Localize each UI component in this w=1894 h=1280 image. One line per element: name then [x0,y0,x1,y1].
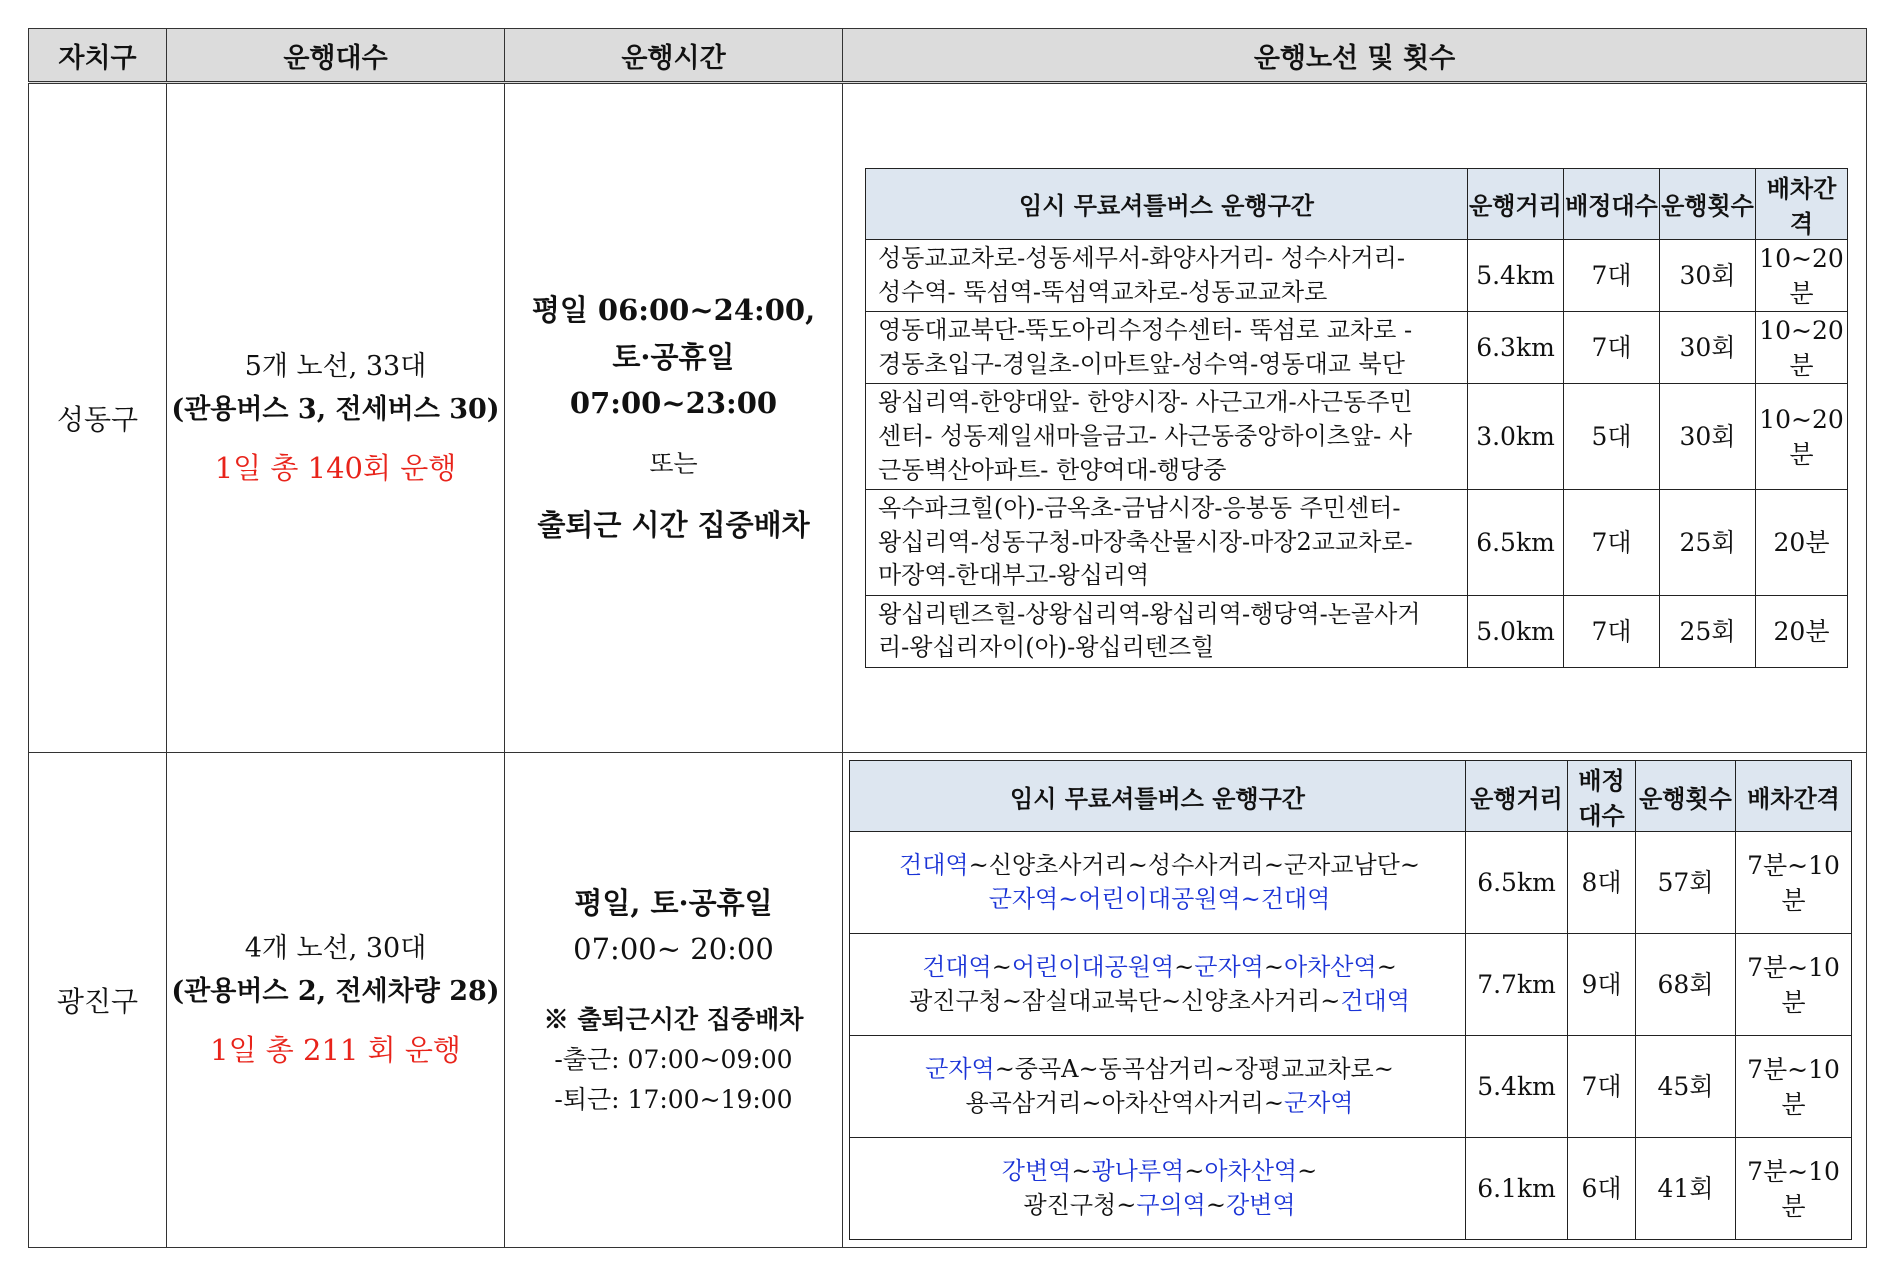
route-row [850,832,1852,934]
route-segment: ~ [991,952,1012,981]
station-highlight: 군자역 [925,1054,995,1083]
peak-in: -출근: 07:00~09:00 [554,1045,793,1075]
route-path-line [862,1053,1457,1087]
route-buses: 7대 [1564,312,1660,384]
vehicles-line2: (관용버스 3, 전세버스 30) [171,393,500,425]
route-path [850,934,1466,1036]
route-path-line: 성수역- 뚝섬역-뚝섬역교차로-성동교교차로 [878,277,1328,306]
station-highlight: 건대역 [922,952,992,981]
route-path-line [862,1189,1457,1223]
route-segment: ~ [1174,952,1195,981]
route-buses: 7대 [1564,595,1660,667]
route-buses: 7대 [1564,490,1660,596]
route-path [866,312,1468,384]
shuttle-bus-table [28,28,1867,1248]
route-distance: 5.4km [1468,239,1564,311]
row-gwangjin [29,753,1867,1248]
route-segment: 광진구청~ [1023,1190,1137,1219]
hours-seongdong [505,83,843,753]
route-segment: ~ [1376,952,1397,981]
route-buses: 7대 [1564,239,1660,311]
route-path-line: 센터- 성동제일새마을금고- 사근동중앙하이츠앞- 사 [878,421,1413,450]
route-row [866,384,1848,490]
header-vehicles: 운행대수 [167,29,505,83]
route-trips: 45회 [1636,1036,1736,1138]
route-header-section: 임시 무료셔틀버스 운행구간 [866,168,1468,239]
route-row [850,1138,1852,1240]
row-seongdong [29,83,1867,753]
station-highlight: 아차산역 [1204,1156,1298,1185]
route-path [866,490,1468,596]
vehicles-seongdong [167,83,505,753]
route-path-line: 성동교교차로-성동세무서-화양사거리- 성수사거리- [878,243,1405,272]
route-buses: 7대 [1568,1036,1636,1138]
route-segment: ~ [1071,1156,1092,1185]
route-distance: 3.0km [1468,384,1564,490]
route-header-distance: 운행거리 [1466,761,1568,832]
station-highlight: 강변역 [1225,1190,1296,1219]
route-path [850,1036,1466,1138]
hours-or: 또는 [649,449,698,479]
route-buses: 9대 [1568,934,1636,1036]
route-row [866,312,1848,384]
routes-table-gwangjin [849,760,1852,1240]
route-interval: 7분~10분 [1736,934,1852,1036]
route-path-line [862,849,1457,883]
route-interval: 7분~10분 [1736,832,1852,934]
district-seongdong: 성동구 [29,83,167,753]
station-highlight: 군자역 [1283,1088,1354,1117]
route-segment: ~신양초사거리~성수사거리~군자교남단~ [968,850,1420,879]
station-highlight: 어린이대공원역 [1011,952,1175,981]
route-distance: 7.7km [1466,934,1568,1036]
header-routes: 운행노선 및 횟수 [843,29,1867,83]
hours-peak: 출퇴근 시간 집중배차 [537,508,810,543]
route-buses: 6대 [1568,1138,1636,1240]
route-path-line: 왕십리역-성동구청-마장축산물시장-마장2교교차로- [878,527,1413,556]
station-highlight: 아차산역 [1283,952,1377,981]
hours-time: 07:00~ 20:00 [573,932,774,966]
route-distance: 6.3km [1468,312,1564,384]
routes-header-row [850,761,1852,832]
daily-total: 1일 총 211 회 운행 [210,1032,461,1067]
hours-gwangjin [505,753,843,1248]
route-segment: ~중곡A~동곡삼거리~장평교교차로~ [994,1054,1394,1083]
route-trips: 30회 [1660,239,1756,311]
hours-weekday: 평일 06:00~24:00, [531,293,816,328]
route-path-line: 왕십리역-한양대앞- 한양시장- 사근고개-사근동주민 [878,388,1413,417]
route-row [866,490,1848,596]
route-trips: 41회 [1636,1138,1736,1240]
station-highlight: 군자역~어린이대공원역~건대역 [988,884,1331,913]
route-path-line: 옥수파크힐(아)-금옥초-금남시장-응봉동 주민센터- [878,494,1401,523]
route-header-buses: 배정대수 [1568,761,1636,832]
route-interval: 10~20분 [1756,239,1848,311]
route-path-line: 영동대교북단-뚝도아리수정수센터- 뚝섬로 교차로 - [878,316,1413,345]
route-interval: 7분~10분 [1736,1036,1852,1138]
route-path-line: 왕십리텐즈힐-상왕십리역-왕십리역-행당역-논골사거 [878,599,1421,628]
peak-label: ※ 출퇴근시간 집중배차 [543,1005,804,1035]
hours-days: 평일, 토·공휴일 [574,885,773,920]
route-distance: 5.4km [1466,1036,1568,1138]
station-highlight: 광나루역 [1091,1156,1185,1185]
route-header-trips: 운행횟수 [1636,761,1736,832]
route-path-line: 리-왕십리자이(아)-왕십리텐즈힐 [878,633,1215,662]
routes-table-seongdong [865,168,1848,668]
hours-holiday: 토·공휴일 07:00~23:00 [569,339,778,420]
route-header-buses: 배정대수 [1564,168,1660,239]
route-segment: ~ [1263,952,1284,981]
route-path [850,832,1466,934]
route-path-line [862,951,1457,985]
vehicles-gwangjin [167,753,505,1248]
route-distance: 6.1km [1466,1138,1568,1240]
vehicles-line1: 4개 노선, 30대 [244,932,427,964]
route-segment: ~ [1184,1156,1205,1185]
route-path-line [862,985,1457,1019]
route-interval: 20분 [1756,490,1848,596]
route-interval: 7분~10분 [1736,1138,1852,1240]
routes-header-row [866,168,1848,239]
route-trips: 25회 [1660,595,1756,667]
station-highlight: 구의역 [1136,1190,1206,1219]
station-highlight: 건대역 [899,850,969,879]
route-trips: 30회 [1660,312,1756,384]
route-path [866,595,1468,667]
daily-total: 1일 총 140회 운행 [214,450,457,485]
route-segment: 광진구청~잠실대교북단~신양초사거리~ [909,986,1341,1015]
routes-gwangjin [843,753,1867,1248]
route-buses: 5대 [1564,384,1660,490]
route-row [866,595,1848,667]
route-segment: 용곡삼거리~아차산역사거리~ [965,1088,1284,1117]
route-distance: 5.0km [1468,595,1564,667]
route-path-line [862,1087,1457,1121]
route-header-trips: 운행횟수 [1660,168,1756,239]
route-row [850,934,1852,1036]
route-segment: ~ [1205,1190,1226,1219]
route-trips: 25회 [1660,490,1756,596]
station-highlight: 강변역 [1001,1156,1072,1185]
route-header-interval: 배차간격 [1756,168,1848,239]
route-path-line [862,883,1457,917]
route-path-line: 근동벽산아파트- 한양여대-행당중 [878,455,1227,484]
route-row [866,239,1848,311]
route-header-section: 임시 무료셔틀버스 운행구간 [850,761,1466,832]
route-path-line: 마장역-한대부고-왕십리역 [878,561,1150,590]
route-interval: 20분 [1756,595,1848,667]
route-interval: 10~20분 [1756,384,1848,490]
station-highlight: 군자역 [1194,952,1264,981]
header-hours: 운행시간 [505,29,843,83]
route-distance: 6.5km [1468,490,1564,596]
route-interval: 10~20분 [1756,312,1848,384]
route-path-line: 경동초입구-경일초-이마트앞-성수역-영동대교 북단 [878,349,1405,378]
route-path [866,384,1468,490]
route-row [850,1036,1852,1138]
peak-out: -퇴근: 17:00~19:00 [554,1085,793,1115]
route-trips: 30회 [1660,384,1756,490]
route-path [850,1138,1466,1240]
route-buses: 8대 [1568,832,1636,934]
header-row [29,29,1867,83]
header-district: 자치구 [29,29,167,83]
vehicles-line2: (관용버스 2, 전세차량 28) [171,975,500,1007]
vehicles-line1: 5개 노선, 33대 [244,350,427,382]
route-path [866,239,1468,311]
route-header-distance: 운행거리 [1468,168,1564,239]
station-highlight: 건대역 [1340,986,1410,1015]
route-distance: 6.5km [1466,832,1568,934]
district-gwangjin: 광진구 [29,753,167,1248]
routes-seongdong [843,83,1867,753]
route-header-interval: 배차간격 [1736,761,1852,832]
route-path-line [862,1155,1457,1189]
route-segment: ~ [1297,1156,1318,1185]
route-trips: 68회 [1636,934,1736,1036]
route-trips: 57회 [1636,832,1736,934]
